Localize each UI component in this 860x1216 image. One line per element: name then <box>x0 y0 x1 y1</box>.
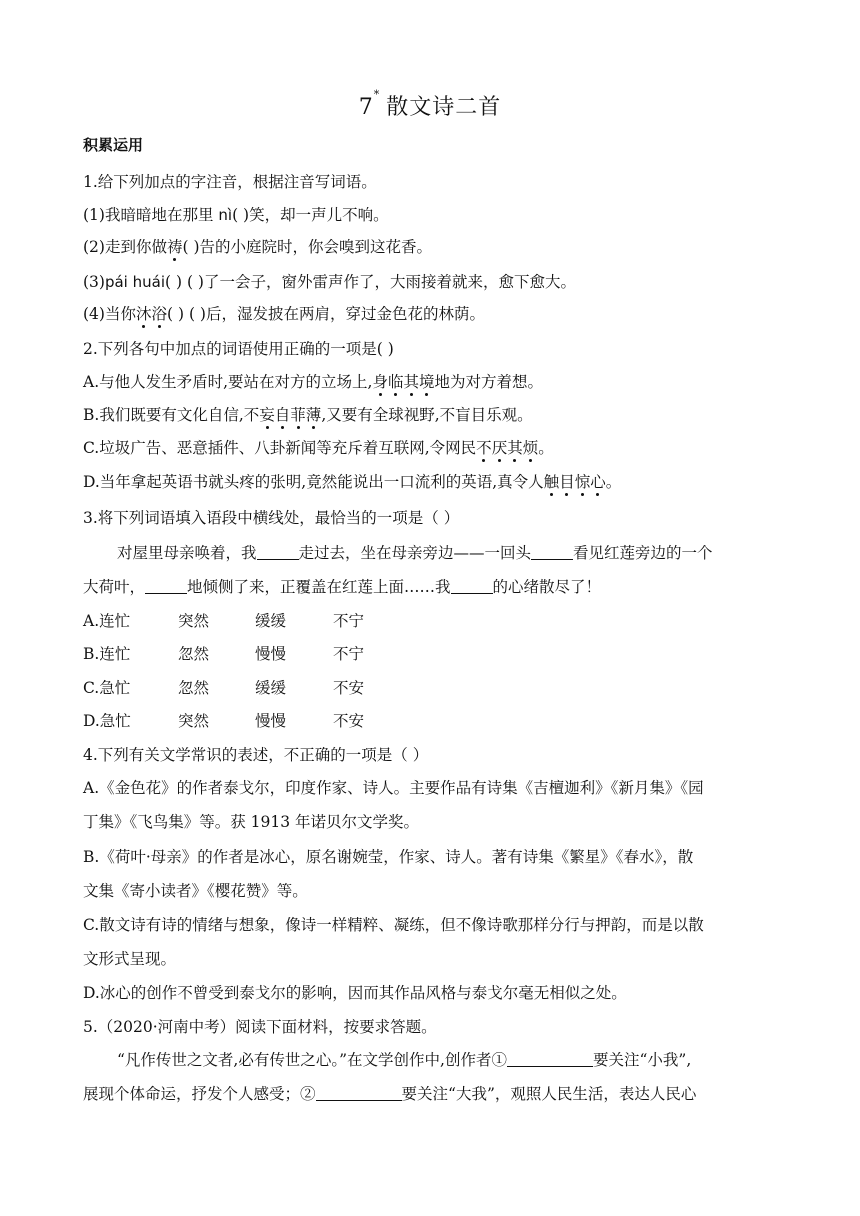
q1-item-4 <box>83 302 485 324</box>
option-word: A.连忙 <box>83 612 131 630</box>
q5-passage-line-2 <box>83 1082 696 1104</box>
fill-blank[interactable] <box>451 578 493 594</box>
q4-option-c-line-1: C.散文诗有诗的情绪与想象，像诗一样精粹、凝练，但不像诗歌那样分行与押韵，而是以散 <box>83 916 704 934</box>
option-word: C.急忙 <box>83 679 131 697</box>
dotted-char: 临 <box>388 373 404 391</box>
q2-option-b-text: B.我们既要有文化自信,不 <box>83 406 260 424</box>
page-title <box>0 90 860 121</box>
q4-option-b-line-1: B.《荷叶·母亲》的作者是冰心，原名谢婉莹，作家、诗人。著有诗集《繁星》《春水》，散 <box>83 848 694 866</box>
lesson-number: 7 <box>358 95 374 120</box>
q5-passage-text: 要关注“大我”，观照人民生活，表达人民心 <box>401 1085 697 1103</box>
q5-stem: 5.（2020·河南中考）阅读下面材料，按要求答题。 <box>83 1018 437 1036</box>
q3-passage-line-1 <box>117 541 713 563</box>
q4-stem: 4.下列有关文学常识的表述，不正确的一项是（ ） <box>83 746 429 764</box>
dotted-char: 薄 <box>305 406 322 424</box>
q3-passage-text: 走过去，坐在母亲旁边——一回头 <box>298 544 532 562</box>
optional-mark: * <box>373 88 381 101</box>
dotted-char: 菲 <box>290 406 306 424</box>
q4-option-a-line-1: A.《金色花》的作者泰戈尔，印度作家、诗人。主要作品有诗集《吉檀迦利》《新月集》《园 <box>83 779 704 797</box>
dotted-char: 心 <box>590 473 606 491</box>
dotted-char: 厌 <box>491 439 508 457</box>
q3-passage-text: 的心绪散尽了！ <box>492 578 602 596</box>
q2-option-c <box>83 436 554 458</box>
dotted-char: 其 <box>403 373 420 391</box>
q1-item-4-dotted-char: 浴 <box>151 305 167 323</box>
q5-passage-text: 要关注“小我”, <box>592 1051 692 1069</box>
q2-option-a-rest: 地为对方着想。 <box>434 373 544 391</box>
q3-passage-text: 地倾侧了来，正覆盖在红莲上面……我 <box>187 578 451 596</box>
q5-passage-text: “凡作传世之文者,必有传世之心。”在文学创作中,创作者① <box>117 1051 507 1069</box>
dotted-char: 烦 <box>522 439 539 457</box>
q2-option-a <box>83 370 543 392</box>
q4-option-c-line-2: 文形式呈现。 <box>83 950 177 968</box>
q1-item-1-text: (1)我暗暗地在那里 <box>83 206 219 224</box>
q2-option-a-text: A.与他人发生矛盾时,要站在对方的立场上, <box>83 373 373 391</box>
fill-blank[interactable] <box>145 578 187 594</box>
option-word: 忽然 <box>178 679 210 697</box>
q3-passage-text: 大荷叶， <box>83 578 146 596</box>
fill-blank[interactable] <box>257 544 299 560</box>
q1-item-1-pinyin: nì <box>218 206 233 224</box>
option-word: B.连忙 <box>83 645 131 663</box>
q4-option-a-line-2: 丁集》《飞鸟集》等。获 1913 年诺贝尔文学奖。 <box>83 813 420 831</box>
option-word: 不宁 <box>333 645 365 663</box>
q5-passage-line-1 <box>117 1048 691 1070</box>
q1-item-2-text: (2)走到你做 <box>83 238 167 256</box>
q1-item-1-rest: ( )笑，却一声儿不响。 <box>232 206 389 224</box>
q3-passage-line-2 <box>83 575 601 597</box>
dotted-char: 妄 <box>259 406 275 424</box>
dotted-char: 惊 <box>574 473 591 491</box>
q1-item-3-rest: ( ) ( )了一会子，窗外雷声作了，大雨接着就来，愈下愈大。 <box>165 273 576 291</box>
option-word: 突然 <box>178 612 210 630</box>
option-word: 不安 <box>333 679 365 697</box>
q2-option-d-rest: 。 <box>605 473 622 491</box>
dotted-char: 不 <box>476 439 492 457</box>
q3-option-c <box>83 676 364 698</box>
dotted-char: 境 <box>419 373 435 391</box>
q1-item-3 <box>83 270 576 292</box>
option-word: 缓缓 <box>255 612 287 630</box>
q2-option-d <box>83 470 621 492</box>
fill-blank[interactable] <box>316 1085 402 1101</box>
option-word: 慢慢 <box>255 712 287 730</box>
option-word: 慢慢 <box>255 645 287 663</box>
option-word: 突然 <box>178 712 210 730</box>
dotted-char: 身 <box>372 373 388 391</box>
q2-option-b-rest: ,又要有全球视野,不盲目乐观。 <box>321 406 533 424</box>
dotted-char: 自 <box>274 406 291 424</box>
q3-stem: 3.将下列词语填入语段中横线处，最恰当的一项是（ ） <box>83 509 460 527</box>
q2-option-d-text: D.当年拿起英语书就头疼的张明,竟然能说出一口流利的英语,真令人 <box>83 473 544 491</box>
q1-item-3-text: (3) <box>83 273 105 291</box>
q1-item-1 <box>83 203 389 225</box>
q1-item-4-text: (4)当你 <box>83 305 136 323</box>
option-word: 不宁 <box>333 612 365 630</box>
q3-option-d <box>83 709 364 731</box>
option-word: D.急忙 <box>83 712 131 730</box>
option-word: 缓缓 <box>255 679 287 697</box>
dotted-char: 其 <box>507 439 523 457</box>
option-word: 不安 <box>333 712 365 730</box>
q1-item-4-dotted-char: 沐 <box>135 305 152 323</box>
dotted-char: 目 <box>559 473 575 491</box>
q1-item-3-pinyin: pái huái <box>104 273 165 291</box>
q1-stem: 1.给下列加点的字注音，根据注音写词语。 <box>83 173 377 191</box>
option-word: 忽然 <box>178 645 210 663</box>
q4-option-d: D.冰心的创作不曾受到泰戈尔的影响，因而其作品风格与泰戈尔毫无相似之处。 <box>83 984 627 1002</box>
q2-option-b <box>83 403 533 425</box>
q4-option-b-line-2: 文集《寄小读者》《樱花赞》等。 <box>83 882 308 900</box>
q5-passage-text: 展现个体命运，抒发个人感受；② <box>83 1085 316 1103</box>
q1-item-2-dotted-char: 祷 <box>166 238 183 256</box>
dotted-char: 触 <box>543 473 560 491</box>
q1-item-2 <box>83 235 432 257</box>
q3-option-b <box>83 642 364 664</box>
q3-passage-text: 看见红莲旁边的一个 <box>573 544 713 562</box>
q1-item-2-rest: ( )告的小庭院时，你会嗅到这花香。 <box>182 238 433 256</box>
fill-blank[interactable] <box>507 1051 593 1067</box>
q2-option-c-rest: 。 <box>538 439 554 457</box>
q3-option-a <box>83 609 364 631</box>
q2-stem: 2.下列各句中加点的词语使用正确的一项是( ) <box>83 340 394 358</box>
q3-passage-text: 对屋里母亲唤着，我 <box>117 544 257 562</box>
lesson-title: 散文诗二首 <box>386 95 502 120</box>
fill-blank[interactable] <box>531 544 573 560</box>
q2-option-c-text: C.垃圾广告、恶意插件、八卦新闻等充斥着互联网,令网民 <box>83 439 477 457</box>
q1-item-4-rest: ( ) ( )后，湿发披在两肩，穿过金色花的林荫。 <box>167 305 485 323</box>
section-heading: 积累运用 <box>83 136 144 154</box>
